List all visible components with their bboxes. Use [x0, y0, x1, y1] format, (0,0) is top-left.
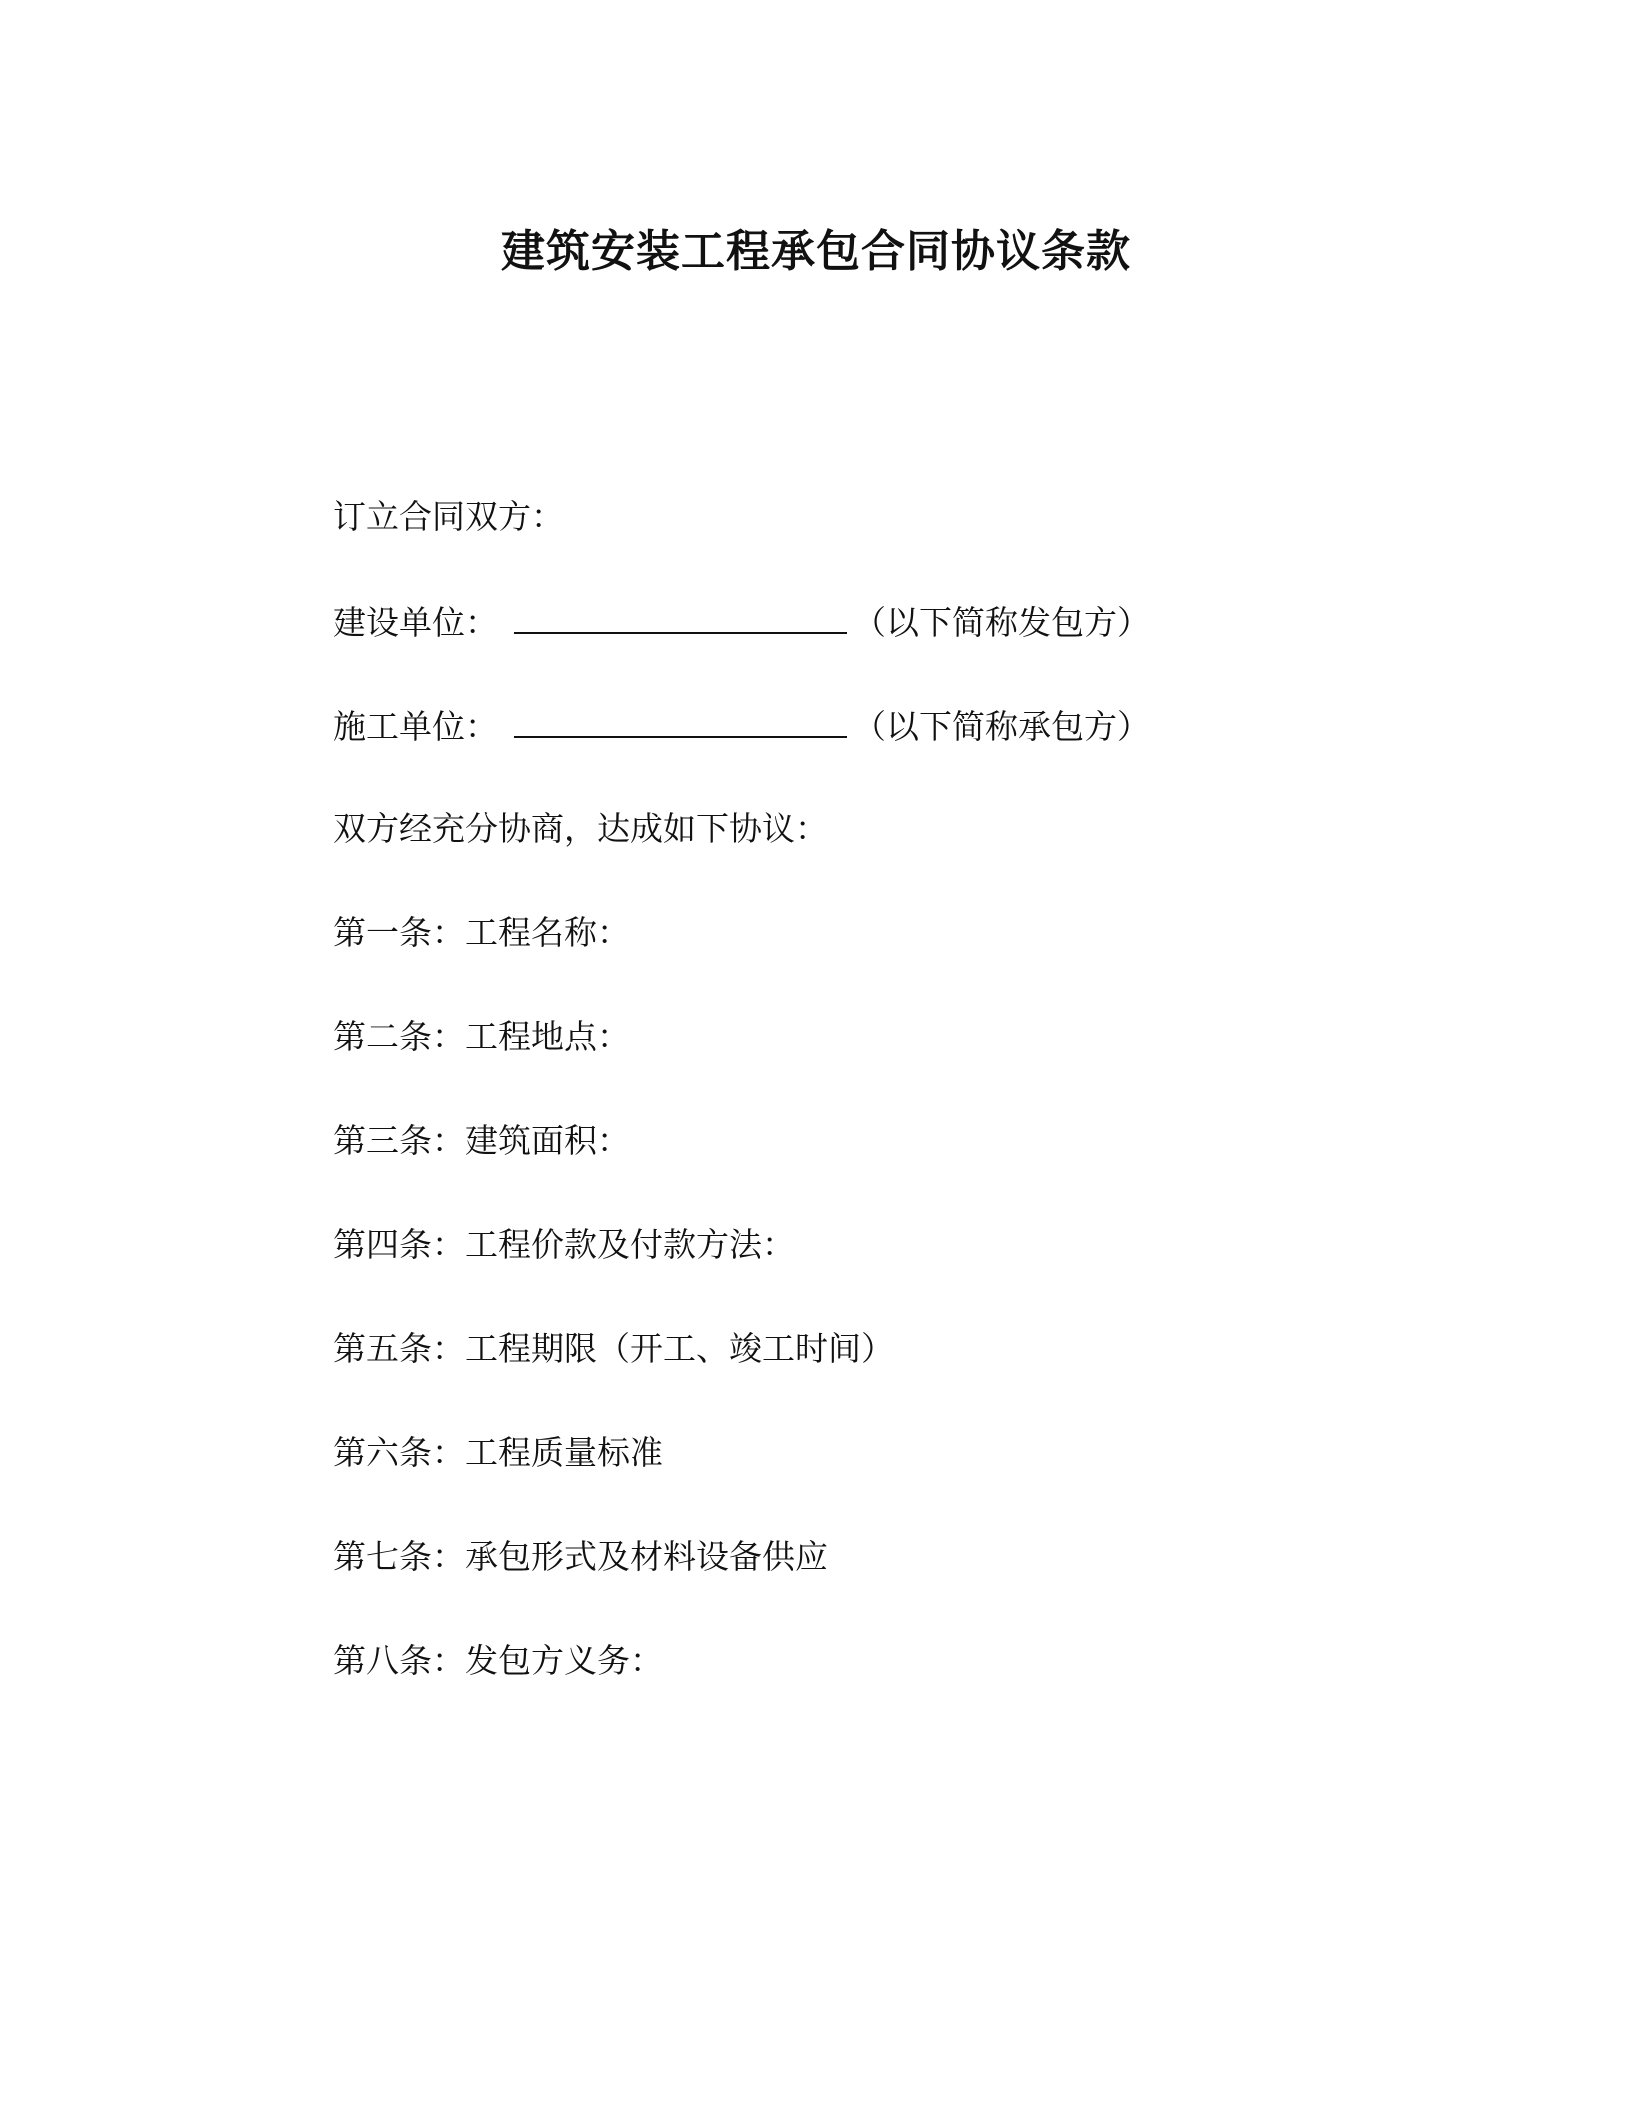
article-1: 第一条：工程名称：	[333, 913, 630, 952]
article-6: 第六条：工程质量标准	[333, 1433, 663, 1472]
document-title: 建筑安装工程承包合同协议条款	[501, 226, 1131, 277]
article-8: 第八条：发包方义务：	[333, 1641, 663, 1680]
construction-unit-blank	[514, 596, 847, 634]
contractor-unit-label: 施工单位：	[333, 707, 498, 746]
article-2: 第二条：工程地点：	[333, 1017, 630, 1056]
construction-unit-line	[333, 596, 1433, 700]
contractor-unit-blank	[514, 700, 847, 738]
article-3: 第三条：建筑面积：	[333, 1121, 630, 1160]
construction-unit-label: 建设单位：	[333, 603, 498, 642]
agreement-intro: 双方经充分协商，达成如下协议：	[333, 809, 828, 848]
article-4: 第四条：工程价款及付款方法：	[333, 1225, 795, 1264]
parties-heading: 订立合同双方：	[333, 497, 564, 536]
construction-unit-note: （以下简称发包方）	[853, 603, 1150, 642]
article-5: 第五条：工程期限（开工、竣工时间）	[333, 1329, 894, 1368]
article-7: 第七条：承包形式及材料设备供应	[333, 1537, 828, 1576]
contractor-unit-note: （以下简称承包方）	[853, 707, 1150, 746]
document-body	[333, 492, 1433, 1740]
contractor-unit-line	[333, 700, 1433, 804]
